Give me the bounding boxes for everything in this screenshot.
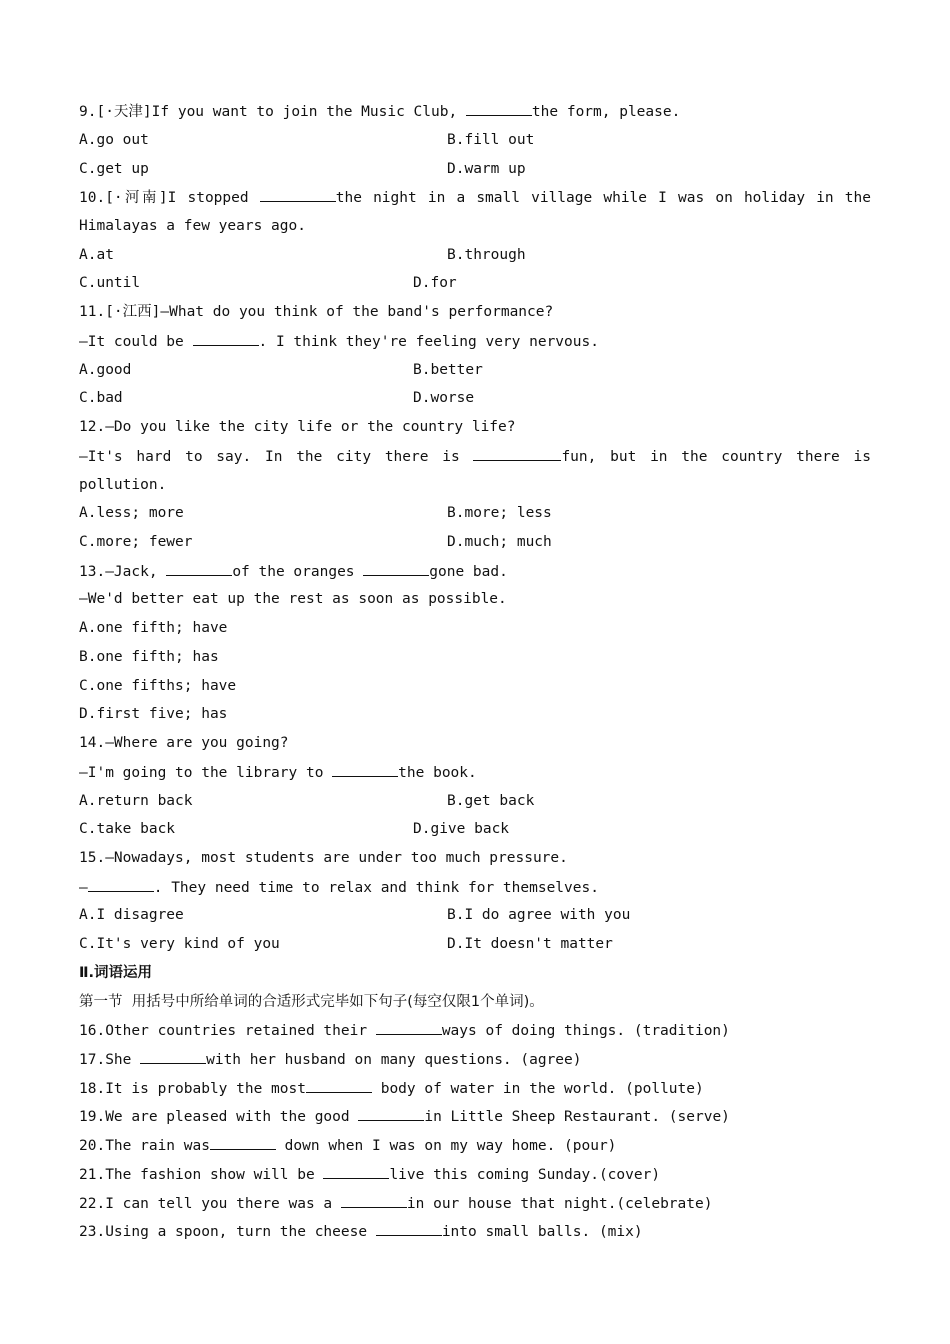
answer-blank	[193, 331, 259, 346]
option-d: D.It doesn't matter	[447, 936, 613, 952]
option-b: B.fill out	[447, 132, 535, 148]
option-b: B.one fifth; has	[79, 649, 219, 665]
question-16: 16.Other countries retained their ways of doing things. (tradition)	[79, 1020, 730, 1041]
question-15: 15.—Nowadays, most students are under too much pressure.	[79, 850, 568, 866]
option-c: C.more; fewer	[79, 534, 193, 550]
answer-blank	[358, 1106, 424, 1121]
answer-blank	[363, 561, 429, 576]
question-11: 11.[·江西]—What do you think of the band's performance?	[79, 304, 554, 320]
answer-blank	[376, 1221, 442, 1236]
question-10-cont: Himalayas a few years ago.	[79, 218, 306, 234]
option-a: A.return back	[79, 793, 193, 809]
question-10: 10.[·河南]I stopped the night in a small village while I was on holiday in the	[79, 187, 871, 208]
option-c: C.get up	[79, 161, 149, 177]
option-c: C.bad	[79, 390, 123, 406]
option-a: A.one fifth; have	[79, 620, 228, 636]
option-c: C.until	[79, 275, 141, 291]
option-a: A.less; more	[79, 505, 184, 521]
question-23: 23.Using a spoon, turn the cheese into small balls. (mix)	[79, 1221, 643, 1242]
section-instruction: 第一节 用括号中所给单词的合适形式完毕如下句子(每空仅限1个单词)。	[79, 994, 544, 1010]
answer-blank	[473, 446, 561, 461]
question-14-answer-line: —I'm going to the library to the book.	[79, 762, 477, 783]
answer-blank	[260, 187, 336, 202]
option-c: C.one fifths; have	[79, 678, 237, 694]
option-d: D.first five; has	[79, 706, 228, 722]
option-c: C.It's very kind of you	[79, 936, 280, 952]
question-13-line2: —We'd better eat up the rest as soon as possible.	[79, 591, 507, 607]
question-22: 22.I can tell you there was a in our house that night.(celebrate)	[79, 1193, 712, 1214]
answer-blank	[306, 1078, 372, 1093]
option-b: B.get back	[447, 793, 535, 809]
answer-blank	[88, 877, 154, 892]
answer-blank	[323, 1164, 389, 1179]
option-a: A.good	[79, 362, 132, 378]
question-13: 13.—Jack, of the oranges gone bad.	[79, 561, 508, 582]
option-d: D.warm up	[447, 161, 526, 177]
question-11-answer-line: —It could be . I think they're feeling very nervous.	[79, 331, 599, 352]
option-b: B.better	[413, 362, 483, 378]
option-c: C.take back	[79, 821, 176, 837]
question-18: 18.It is probably the most body of water in the world. (pollute)	[79, 1078, 704, 1099]
answer-blank	[466, 101, 532, 116]
question-12: 12.—Do you like the city life or the country life?	[79, 419, 516, 435]
option-d: D.give back	[413, 821, 510, 837]
option-b: B.more; less	[447, 505, 552, 521]
option-a: A.I disagree	[79, 907, 184, 923]
question-19: 19.We are pleased with the good in Little Sheep Restaurant. (serve)	[79, 1106, 730, 1127]
question-12-cont: pollution.	[79, 477, 167, 493]
option-a: A.go out	[79, 132, 149, 148]
answer-blank	[210, 1135, 276, 1150]
answer-blank	[166, 561, 232, 576]
section-heading: Ⅱ.词语运用	[79, 965, 153, 981]
option-d: D.worse	[413, 390, 475, 406]
answer-blank	[341, 1193, 407, 1208]
answer-blank	[140, 1049, 206, 1064]
question-14: 14.—Where are you going?	[79, 735, 289, 751]
option-d: D.much; much	[447, 534, 552, 550]
question-21: 21.The fashion show will be live this coming Sunday.(cover)	[79, 1164, 660, 1185]
option-b: B.I do agree with you	[447, 907, 631, 923]
question-15-answer-line: — . They need time to relax and think for themselves.	[79, 877, 599, 898]
answer-blank	[332, 762, 398, 777]
option-b: B.through	[447, 247, 526, 263]
question-12-answer-line: —It's hard to say. In the city there is fun, but in the country there is	[79, 446, 871, 467]
question-17: 17.She with her husband on many questions. (agree)	[79, 1049, 582, 1070]
question-9: 9.[·天津]If you want to join the Music Club, the form, please.	[79, 101, 680, 122]
answer-blank	[376, 1020, 442, 1035]
question-20: 20.The rain was down when I was on my way home. (pour)	[79, 1135, 616, 1156]
option-d: D.for	[413, 275, 457, 291]
option-a: A.at	[79, 247, 114, 263]
